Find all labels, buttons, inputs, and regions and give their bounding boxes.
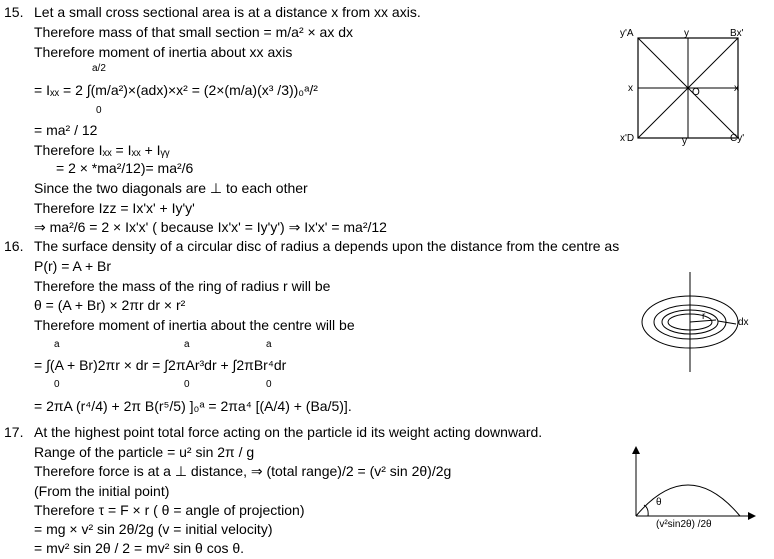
q15-integral-line: = Iₓₓ = 2 ∫(m/a²)×(adx)×x² = (2×(m/a)(x³ /3))₀ᵃ/² [34, 82, 318, 98]
q15-line2: Therefore mass of that small section = m/a² × ax dx [34, 24, 354, 40]
q16-limit-bottom-1: 0 [54, 379, 60, 390]
q15-fig-label-xd: x'D [620, 133, 635, 144]
q17-projectile-diagram [628, 444, 758, 524]
q16-line3: Therefore the mass of the ring of radius r will be [34, 278, 331, 294]
q17-line1: At the highest point total force acting on the particle id its weight acting downward. [34, 424, 543, 440]
q15-lower-limit: 0 [96, 105, 102, 116]
q16-fig-label-r: r [702, 311, 706, 322]
q17-line2: Range of the particle = u² sin 2π / g [34, 444, 255, 460]
q16-integral-line: = ∫(A + Br)2πr × dr = ∫2πAr³dr + ∫2πBr⁴dr [34, 357, 287, 373]
q15-fig-label-y-top: y [684, 28, 689, 39]
q15-line1: Let a small cross sectional area is at a distance x from xx axis. [34, 4, 421, 20]
q15-fig-label-ya: y'A [620, 28, 634, 39]
q15-line10: ⇒ ma²/6 = 2 × Ix'x' ( because Ix'x' = Iy'y') ⇒ Ix'x' = ma²/12 [34, 219, 387, 235]
q16-line5: Therefore moment of inertia about the centre will be [34, 317, 355, 333]
q15-line6: Therefore Iₓₓ = Iₓₓ + Iᵧᵧ [34, 142, 170, 158]
q16-limit-top-2: a [184, 339, 190, 350]
q17-number: 17. [4, 424, 24, 440]
q17-line3: Therefore force is at a ⊥ distance, ⇒ (total range)/2 = (v² sin 2θ)/2g [34, 463, 452, 479]
q15-fig-label-x-right: x [734, 83, 739, 94]
q15-fig-label-y-bottom: y [682, 136, 687, 147]
q17-line7: = mv² sin 2θ / 2 = mv² sin θ cos θ. [34, 540, 245, 556]
q15-fig-label-x-left: x [628, 83, 633, 94]
q16-number: 16. [4, 238, 24, 254]
q15-square-diagram [620, 28, 740, 148]
q17-line6: = mg × v² sin 2θ/2g (v = initial velocity) [34, 521, 273, 537]
q16-limit-top-3: a [266, 339, 272, 350]
q15-number: 15. [4, 4, 24, 20]
q16-limit-top-1: a [54, 339, 60, 350]
q15-upper-limit: a/2 [92, 63, 106, 74]
q15-line8: Since the two diagonals are ⊥ to each other [34, 180, 308, 196]
q15-fig-label-cy: Cy' [730, 133, 745, 144]
q15-fig-label-o: O [692, 87, 700, 98]
q17-line5: Therefore τ = F × r ( θ = angle of projection) [34, 502, 305, 518]
q17-fig-label-theta: θ [656, 497, 662, 508]
q15-fig-label-bx: Bx' [730, 28, 744, 39]
q15-line3: Therefore moment of inertia about xx axis [34, 44, 293, 60]
q16-line1: The surface density of a circular disc of radius a depends upon the distance from the centre as [34, 238, 620, 254]
q16-line4: θ = (A + Br) × 2πr dr × r² [34, 297, 186, 313]
q16-fig-label-dx: dx [738, 317, 749, 328]
q15-line9: Therefore Izz = Ix'x' + Iy'y' [34, 200, 195, 216]
q15-line5: = ma² / 12 [34, 122, 98, 138]
q16-limit-bottom-2: 0 [184, 379, 190, 390]
q17-fig-label-range: (v²sin2θ) /2θ [656, 519, 712, 530]
q16-line7: = 2πA (r⁴/4) + 2π B(r⁵/5) ]₀ᵃ = 2πa⁴ [(A/4) + (Ba/5)]. [34, 398, 352, 414]
q15-line7: = 2 × *ma²/12)= ma²/6 [56, 160, 194, 176]
q17-line4: (From the initial point) [34, 483, 170, 499]
q16-limit-bottom-3: 0 [266, 379, 272, 390]
q16-line2: P(r) = A + Br [34, 258, 112, 274]
